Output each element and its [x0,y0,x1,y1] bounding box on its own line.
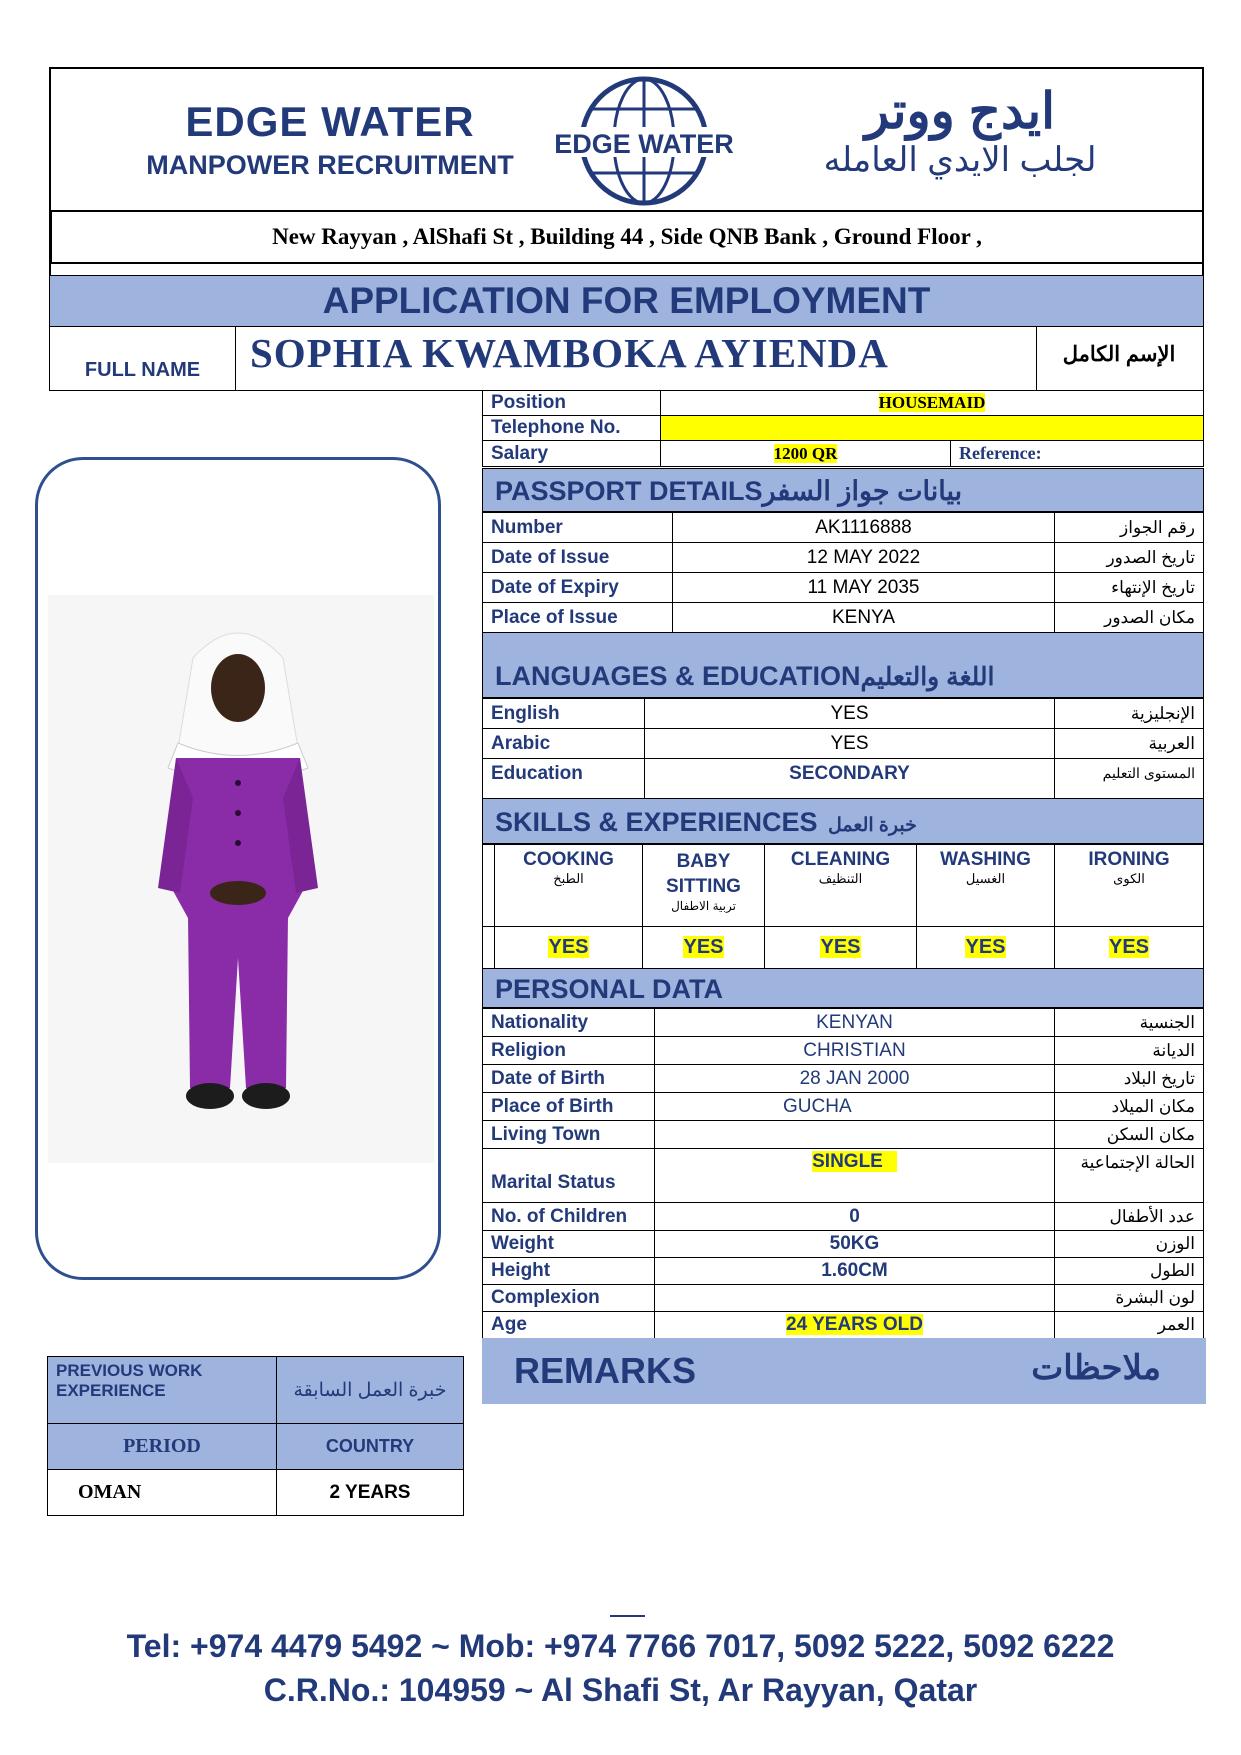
telephone-label: Telephone No. [483,416,661,441]
skills-title-ar: خبرة العمل [828,815,917,836]
company-name-line1: EDGE WATER [185,98,475,145]
children-ar: عدد الأطفال [1055,1203,1204,1231]
height-value: 1.60CM [655,1258,1055,1285]
table-row [483,1121,1204,1149]
languages-header [482,632,1204,698]
dob-ar: تاريخ البلاد [1055,1065,1204,1093]
table-row [483,603,1204,633]
previous-work-period: OMAN [48,1470,277,1516]
weight-label: Weight [483,1231,655,1258]
passport-place-value: KENYA [673,603,1055,633]
pob-ar: مكان الميلاد [1055,1093,1204,1121]
table-row [483,1231,1204,1258]
dob-label: Date of Birth [483,1065,655,1093]
table-row [483,1312,1204,1339]
nationality-value: KENYAN [655,1009,1055,1037]
full-name-row [49,326,1204,391]
table-row [483,1009,1204,1037]
country-header: COUNTRY [277,1424,464,1470]
table-row [483,1203,1204,1231]
languages-title: LANGUAGES & EDUCATION [495,661,861,691]
children-value: 0 [655,1203,1055,1231]
pob-label: Place of Birth [483,1093,655,1121]
passport-number-value: AK1116888 [673,513,1055,543]
passport-header [482,468,1204,512]
skill-washing-label: WASHING [940,849,1031,870]
personal-header [482,968,1204,1008]
languages-title-ar: اللغة والتعليم [860,663,995,691]
complexion-value [655,1285,1055,1312]
reference-label: Reference: [951,441,1204,467]
previous-work-title-ar: خبرة العمل السابقة [277,1357,464,1424]
footer-registration: C.R.No.: 104959 ~ Al Shafi St, Ar Rayyan, Qatar [263,1672,978,1708]
skill-cleaning-label: CLEANING [790,849,891,870]
skill-ironing-cell [1055,927,1204,969]
full-name-label-ar: الإسم الكامل [1036,327,1201,390]
skill-cooking-cell [495,927,643,969]
age-value-cell [655,1312,1055,1339]
passport-issue-value: 12 MAY 2022 [673,543,1055,573]
passport-title-ar: بيانات جواز السفر [762,476,963,506]
job-info-table [482,390,1204,467]
personal-title: PERSONAL DATA [495,974,724,1004]
living-town-value [655,1121,1055,1149]
skill-washing-cell [917,927,1055,969]
skill-cooking-value: YES [548,936,589,958]
weight-ar: الوزن [1055,1231,1204,1258]
skill-cleaning-value: YES [820,936,861,958]
skill-cooking-label: COOKING [523,849,614,870]
company-name-ar [750,82,1170,180]
previous-work-header-row [48,1357,464,1424]
address-bar: New Rayyan , AlShafi St , Building 44 , Side QNB Bank , Ground Floor , [49,210,1204,264]
table-row [483,1285,1204,1312]
skills-names-row [483,845,1204,927]
skills-table [482,844,1204,969]
photo-frame [35,457,441,1280]
marital-label: Marital Status [483,1149,655,1203]
skills-spacer [483,927,495,969]
languages-table [482,698,1204,799]
arabic-label: Arabic [483,729,645,759]
passport-issue-ar: تاريخ الصدور [1055,543,1204,573]
full-name-value: SOPHIA KWAMBOKA AYIENDA [250,330,889,376]
table-row [483,513,1204,543]
age-ar: العمر [1055,1312,1204,1339]
company-name-line2: MANPOWER RECRUITMENT [146,150,514,180]
position-value: HOUSEMAID [878,393,986,412]
previous-work-country: 2 YEARS [277,1470,464,1516]
salary-value: 1200 QR [773,443,838,463]
age-value: 24 YEARS OLD [786,1314,923,1335]
full-name-label: FULL NAME [50,327,236,390]
company-name-ar-line2: لجلب الايدي العامله [823,141,1097,179]
passport-issue-label: Date of Issue [483,543,673,573]
education-label: Education [483,759,645,799]
skill-washing-ar: الغسيل [965,871,1006,886]
nationality-label: Nationality [483,1009,655,1037]
passport-place-label: Place of Issue [483,603,673,633]
education-value: SECONDARY [645,759,1055,799]
skill-baby-sitting-label: BABY SITTING [666,851,741,897]
logo-text: EDGE WATER [554,129,734,159]
height-ar: الطول [1055,1258,1204,1285]
religion-value: CHRISTIAN [655,1037,1055,1065]
table-row [483,1065,1204,1093]
skill-cooking-ar: الطبخ [553,871,584,886]
skill-baby-sitting-value: YES [683,936,724,958]
education-ar: المستوى التعليم [1055,759,1204,799]
table-row [483,1037,1204,1065]
table-row [483,759,1204,799]
skill-cooking [495,845,643,927]
passport-number-ar: رقم الجواز [1055,513,1204,543]
remarks-label-ar: ملاحظات [1031,1349,1161,1387]
religion-ar: الديانة [1055,1037,1204,1065]
previous-work-title: PREVIOUS WORK EXPERIENCE [48,1357,277,1424]
marital-ar: الحالة الإجتماعية [1055,1149,1204,1203]
passport-title: PASSPORT DETAILS [495,476,763,506]
arabic-ar: العربية [1055,729,1204,759]
passport-expiry-ar: تاريخ الإنتهاء [1055,573,1204,603]
english-value: YES [645,699,1055,729]
skill-baby-sitting-ar: تربية الاطفال [671,899,736,913]
skills-values-row [483,927,1204,969]
telephone-value [661,416,1204,441]
skills-title: SKILLS & EXPERIENCES [495,807,818,837]
arabic-value: YES [645,729,1055,759]
age-label: Age [483,1312,655,1339]
table-row [483,1258,1204,1285]
table-row [48,1470,464,1516]
height-label: Height [483,1258,655,1285]
remarks-label: REMARKS [514,1350,697,1391]
english-ar: الإنجليزية [1055,699,1204,729]
dob-value: 28 JAN 2000 [655,1065,1055,1093]
pob-value: GUCHA [655,1093,1055,1121]
salary-value-cell [661,441,951,467]
form-title: APPLICATION FOR EMPLOYMENT [49,276,1204,326]
company-name-ar-line1: ايدج ووتر [864,83,1055,139]
weight-value: 50KG [655,1231,1055,1258]
table-row [483,543,1204,573]
living-town-label: Living Town [483,1121,655,1149]
table-row [483,699,1204,729]
skill-ironing [1055,845,1204,927]
skill-cleaning-ar: التنظيف [818,871,863,886]
skill-washing [917,845,1055,927]
salary-label: Salary [483,441,661,467]
remarks-bar [482,1338,1206,1404]
company-name-en [120,98,540,181]
table-row [483,1093,1204,1121]
table-row [483,1149,1204,1203]
skills-header [482,798,1204,844]
nationality-ar: الجنسية [1055,1009,1204,1037]
skill-washing-value: YES [965,936,1006,958]
skill-baby-sitting-cell [643,927,765,969]
personal-table [482,1008,1204,1339]
applicant-photo [138,618,338,1138]
marital-value: SINGLE [812,1151,897,1172]
period-header: PERIOD [48,1424,277,1470]
table-row [483,729,1204,759]
skill-ironing-label: IRONING [1088,849,1170,870]
skill-cleaning [765,845,917,927]
footer-contact: Tel: +974 4479 5492 ~ Mob: +974 7766 7017, 5092 5222, 5092 6222 [126,1628,1115,1664]
position-label: Position [483,391,661,416]
passport-expiry-label: Date of Expiry [483,573,673,603]
company-logo [544,75,744,210]
english-label: English [483,699,645,729]
previous-work-table [47,1356,464,1516]
passport-table [482,512,1204,633]
position-value-cell [661,391,1204,416]
skill-ironing-value: YES [1108,936,1150,958]
footer-divider [610,1615,645,1617]
passport-number-label: Number [483,513,673,543]
religion-label: Religion [483,1037,655,1065]
living-town-ar: مكان السكن [1055,1121,1204,1149]
complexion-ar: لون البشرة [1055,1285,1204,1312]
previous-work-cols-row [48,1424,464,1470]
skill-ironing-ar: الكوى [1113,871,1145,886]
complexion-label: Complexion [483,1285,655,1312]
table-row [483,573,1204,603]
skill-baby-sitting [643,845,765,927]
marital-value-cell [655,1149,1055,1203]
children-label: No. of Children [483,1203,655,1231]
skill-cleaning-cell [765,927,917,969]
passport-expiry-value: 11 MAY 2035 [673,573,1055,603]
skills-spacer [483,845,495,927]
passport-place-ar: مكان الصدور [1055,603,1204,633]
